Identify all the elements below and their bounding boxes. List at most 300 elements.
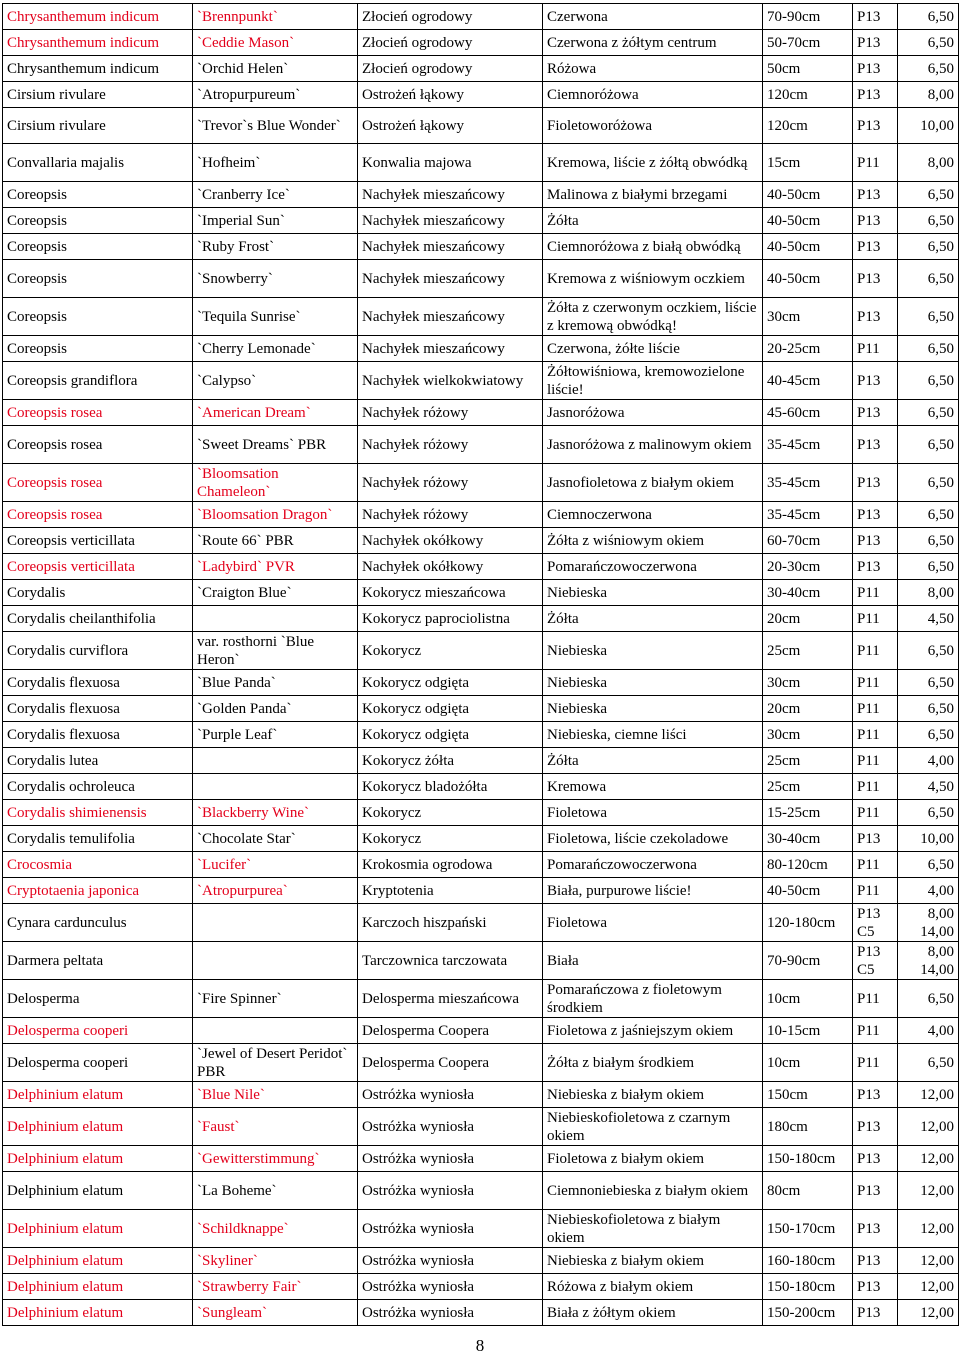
cell-cultivar: `Snowberry` <box>193 260 358 298</box>
cell-cultivar: `Atropurpureum` <box>193 82 358 108</box>
cell-polish-name: Ostróżka wyniosła <box>358 1274 543 1300</box>
cell-price: 6,50 <box>898 182 959 208</box>
cell-price: 8,00 14,00 <box>898 942 959 980</box>
cell-cultivar: `Faust` <box>193 1108 358 1146</box>
cell-cultivar: `Atropurpurea` <box>193 878 358 904</box>
cell-polish-name: Krokosmia ogrodowa <box>358 852 543 878</box>
cell-polish-name: Nachyłek mieszańcowy <box>358 336 543 362</box>
cell-pot-size: P13 <box>853 108 898 144</box>
cell-height: 80cm <box>763 1172 853 1210</box>
cell-flower-color: Żółta z białym środkiem <box>543 1044 763 1082</box>
cell-polish-name: Złocień ogrodowy <box>358 56 543 82</box>
cell-flower-color: Różowa z białym okiem <box>543 1274 763 1300</box>
cell-polish-name: Złocień ogrodowy <box>358 30 543 56</box>
cell-polish-name: Ostrożeń łąkowy <box>358 108 543 144</box>
cell-polish-name: Konwalia majowa <box>358 144 543 182</box>
cell-latin-name: Chrysanthemum indicum <box>3 4 193 30</box>
cell-height: 40-50cm <box>763 260 853 298</box>
table-row <box>3 30 959 56</box>
cell-flower-color: Niebieska <box>543 580 763 606</box>
cell-height: 25cm <box>763 748 853 774</box>
cell-price: 6,50 <box>898 722 959 748</box>
cell-pot-size: P13 <box>853 400 898 426</box>
cell-price: 6,50 <box>898 208 959 234</box>
cell-flower-color: Kremowa z wiśniowym oczkiem <box>543 260 763 298</box>
cell-height: 20cm <box>763 696 853 722</box>
cell-height: 10-15cm <box>763 1018 853 1044</box>
cell-latin-name: Delphinium elatum <box>3 1300 193 1326</box>
cell-cultivar: `Blue Nile` <box>193 1082 358 1108</box>
cell-cultivar: `Bloomsation Dragon` <box>193 502 358 528</box>
cell-price: 6,50 <box>898 362 959 400</box>
cell-flower-color: Niebieskofioletowa z białym okiem <box>543 1210 763 1248</box>
cell-pot-size: P13 <box>853 208 898 234</box>
cell-polish-name: Ostróżka wyniosła <box>358 1210 543 1248</box>
cell-height: 35-45cm <box>763 464 853 502</box>
cell-latin-name: Coreopsis <box>3 260 193 298</box>
cell-price: 8,00 <box>898 144 959 182</box>
cell-pot-size: P11 <box>853 696 898 722</box>
cell-polish-name: Ostróżka wyniosła <box>358 1248 543 1274</box>
cell-cultivar: `Craigton Blue` <box>193 580 358 606</box>
cell-height: 25cm <box>763 632 853 670</box>
cell-latin-name: Corydalis flexuosa <box>3 670 193 696</box>
cell-height: 20-25cm <box>763 336 853 362</box>
cell-latin-name: Delphinium elatum <box>3 1108 193 1146</box>
cell-price: 6,50 <box>898 234 959 260</box>
table-row <box>3 980 959 1018</box>
cell-height: 30cm <box>763 722 853 748</box>
cell-cultivar <box>193 606 358 632</box>
plant-price-table <box>2 3 959 1326</box>
cell-flower-color: Czerwona z żółtym centrum <box>543 30 763 56</box>
table-row <box>3 362 959 400</box>
cell-pot-size: P11 <box>853 980 898 1018</box>
cell-pot-size: P13 C5 <box>853 904 898 942</box>
cell-latin-name: Coreopsis verticillata <box>3 528 193 554</box>
cell-cultivar: `La Boheme` <box>193 1172 358 1210</box>
table-row <box>3 528 959 554</box>
table-row <box>3 942 959 980</box>
cell-flower-color: Fioletowa <box>543 800 763 826</box>
cell-price: 6,50 <box>898 670 959 696</box>
cell-cultivar: `Trevor`s Blue Wonder` <box>193 108 358 144</box>
cell-flower-color: Biała z żółtym okiem <box>543 1300 763 1326</box>
cell-pot-size: P11 <box>853 144 898 182</box>
cell-polish-name: Nachyłek różowy <box>358 400 543 426</box>
cell-flower-color: Niebieska z białym okiem <box>543 1082 763 1108</box>
cell-flower-color: Biała, purpurowe liście! <box>543 878 763 904</box>
cell-height: 70-90cm <box>763 4 853 30</box>
cell-pot-size: P11 <box>853 1044 898 1082</box>
table-row <box>3 1274 959 1300</box>
cell-height: 40-50cm <box>763 182 853 208</box>
cell-pot-size: P13 <box>853 30 898 56</box>
cell-flower-color: Niebieskofioletowa z czarnym okiem <box>543 1108 763 1146</box>
cell-price: 8,00 <box>898 82 959 108</box>
cell-flower-color: Ciemnoczerwona <box>543 502 763 528</box>
cell-flower-color: Pomarańczowoczerwona <box>543 554 763 580</box>
cell-cultivar: `Calypso` <box>193 362 358 400</box>
table-row <box>3 464 959 502</box>
table-row <box>3 502 959 528</box>
table-row <box>3 826 959 852</box>
table-row <box>3 878 959 904</box>
table-row <box>3 400 959 426</box>
cell-cultivar: `Golden Panda` <box>193 696 358 722</box>
cell-price: 10,00 <box>898 108 959 144</box>
table-row <box>3 632 959 670</box>
cell-polish-name: Złocień ogrodowy <box>358 4 543 30</box>
table-row <box>3 722 959 748</box>
cell-height: 70-90cm <box>763 942 853 980</box>
cell-latin-name: Corydalis flexuosa <box>3 722 193 748</box>
cell-polish-name: Kokorycz <box>358 800 543 826</box>
cell-price: 6,50 <box>898 298 959 336</box>
cell-price: 4,00 <box>898 1018 959 1044</box>
cell-polish-name: Delosperma Coopera <box>358 1018 543 1044</box>
cell-pot-size: P13 <box>853 826 898 852</box>
cell-polish-name: Nachyłek różowy <box>358 464 543 502</box>
cell-latin-name: Corydalis temulifolia <box>3 826 193 852</box>
cell-pot-size: P11 <box>853 632 898 670</box>
cell-price: 4,00 <box>898 878 959 904</box>
cell-polish-name: Nachyłek okółkowy <box>358 554 543 580</box>
cell-height: 15cm <box>763 144 853 182</box>
cell-flower-color: Żółta <box>543 748 763 774</box>
cell-latin-name: Coreopsis <box>3 298 193 336</box>
table-row <box>3 1082 959 1108</box>
cell-latin-name: Coreopsis <box>3 208 193 234</box>
cell-cultivar: `Gewitterstimmung` <box>193 1146 358 1172</box>
cell-latin-name: Coreopsis <box>3 182 193 208</box>
cell-pot-size: P13 <box>853 464 898 502</box>
cell-cultivar: `Brennpunkt` <box>193 4 358 30</box>
table-row <box>3 1300 959 1326</box>
cell-flower-color: Pomarańczowoczerwona <box>543 852 763 878</box>
cell-cultivar: `Tequila Sunrise` <box>193 298 358 336</box>
cell-polish-name: Kokorycz odgięta <box>358 670 543 696</box>
cell-flower-color: Kremowa <box>543 774 763 800</box>
cell-price: 6,50 <box>898 464 959 502</box>
table-row <box>3 234 959 260</box>
cell-polish-name: Delosperma mieszańcowa <box>358 980 543 1018</box>
cell-polish-name: Kryptotenia <box>358 878 543 904</box>
price-list-page <box>2 3 958 1326</box>
cell-height: 10cm <box>763 980 853 1018</box>
cell-polish-name: Kokorycz odgięta <box>358 722 543 748</box>
cell-polish-name: Kokorycz mieszańcowa <box>358 580 543 606</box>
cell-polish-name: Ostróżka wyniosła <box>358 1082 543 1108</box>
cell-flower-color: Ciemnoróżowa <box>543 82 763 108</box>
cell-cultivar: `Jewel of Desert Peridot` PBR <box>193 1044 358 1082</box>
cell-latin-name: Corydalis flexuosa <box>3 696 193 722</box>
table-row <box>3 904 959 942</box>
cell-pot-size: P11 <box>853 670 898 696</box>
cell-latin-name: Coreopsis <box>3 336 193 362</box>
cell-pot-size: P11 <box>853 748 898 774</box>
table-row <box>3 426 959 464</box>
cell-cultivar: `Schildknappe` <box>193 1210 358 1248</box>
cell-cultivar: `Skyliner` <box>193 1248 358 1274</box>
cell-height: 40-50cm <box>763 878 853 904</box>
table-row <box>3 774 959 800</box>
cell-pot-size: P13 <box>853 1172 898 1210</box>
cell-cultivar: `Ceddie Mason` <box>193 30 358 56</box>
cell-height: 40-50cm <box>763 234 853 260</box>
cell-pot-size: P13 <box>853 426 898 464</box>
cell-height: 60-70cm <box>763 528 853 554</box>
table-row <box>3 852 959 878</box>
cell-pot-size: P13 <box>853 298 898 336</box>
cell-polish-name: Ostróżka wyniosła <box>358 1146 543 1172</box>
cell-pot-size: P13 <box>853 4 898 30</box>
cell-pot-size: P13 <box>853 1146 898 1172</box>
cell-latin-name: Coreopsis grandiflora <box>3 362 193 400</box>
cell-pot-size: P13 <box>853 362 898 400</box>
table-row <box>3 1018 959 1044</box>
cell-latin-name: Delosperma cooperi <box>3 1044 193 1082</box>
cell-flower-color: Niebieska z białym okiem <box>543 1248 763 1274</box>
cell-cultivar: `Cranberry Ice` <box>193 182 358 208</box>
cell-cultivar: `Blue Panda` <box>193 670 358 696</box>
cell-price: 6,50 <box>898 800 959 826</box>
cell-latin-name: Delosperma cooperi <box>3 1018 193 1044</box>
cell-height: 40-50cm <box>763 208 853 234</box>
cell-pot-size: P11 <box>853 606 898 632</box>
cell-height: 150-180cm <box>763 1274 853 1300</box>
cell-cultivar: `Cherry Lemonade` <box>193 336 358 362</box>
cell-flower-color: Żółtowiśniowa, kremowozielone liście! <box>543 362 763 400</box>
page-number: 8 <box>475 1336 485 1355</box>
cell-polish-name: Nachyłek różowy <box>358 502 543 528</box>
cell-flower-color: Czerwona <box>543 4 763 30</box>
cell-polish-name: Kokorycz odgięta <box>358 696 543 722</box>
table-row <box>3 580 959 606</box>
cell-pot-size: P13 <box>853 56 898 82</box>
table-row <box>3 1108 959 1146</box>
cell-latin-name: Cirsium rivulare <box>3 108 193 144</box>
cell-pot-size: P13 <box>853 1082 898 1108</box>
table-row <box>3 4 959 30</box>
cell-pot-size: P13 <box>853 260 898 298</box>
cell-latin-name: Coreopsis rosea <box>3 426 193 464</box>
cell-flower-color: Biała <box>543 942 763 980</box>
table-row <box>3 554 959 580</box>
cell-flower-color: Żółta z czerwonym oczkiem, liście z kremową obwódką! <box>543 298 763 336</box>
cell-price: 6,50 <box>898 4 959 30</box>
cell-polish-name: Tarczownica tarczowata <box>358 942 543 980</box>
cell-pot-size: P13 <box>853 528 898 554</box>
cell-latin-name: Coreopsis rosea <box>3 502 193 528</box>
cell-height: 25cm <box>763 774 853 800</box>
table-row <box>3 82 959 108</box>
cell-pot-size: P13 <box>853 554 898 580</box>
cell-latin-name: Delphinium elatum <box>3 1082 193 1108</box>
cell-cultivar: `Strawberry Fair` <box>193 1274 358 1300</box>
cell-height: 80-120cm <box>763 852 853 878</box>
cell-price: 12,00 <box>898 1248 959 1274</box>
cell-pot-size: P11 <box>853 852 898 878</box>
cell-latin-name: Chrysanthemum indicum <box>3 56 193 82</box>
cell-height: 50-70cm <box>763 30 853 56</box>
table-row <box>3 800 959 826</box>
cell-price: 4,00 <box>898 748 959 774</box>
cell-polish-name: Karczoch hiszpański <box>358 904 543 942</box>
cell-latin-name: Cirsium rivulare <box>3 82 193 108</box>
cell-latin-name: Corydalis ochroleuca <box>3 774 193 800</box>
cell-latin-name: Coreopsis <box>3 234 193 260</box>
cell-price: 6,50 <box>898 260 959 298</box>
cell-height: 150cm <box>763 1082 853 1108</box>
cell-latin-name: Corydalis shimienensis <box>3 800 193 826</box>
cell-price: 6,50 <box>898 502 959 528</box>
cell-cultivar <box>193 1018 358 1044</box>
cell-cultivar: `Ruby Frost` <box>193 234 358 260</box>
cell-price: 12,00 <box>898 1108 959 1146</box>
cell-latin-name: Delosperma <box>3 980 193 1018</box>
cell-latin-name: Darmera peltata <box>3 942 193 980</box>
cell-pot-size: P13 <box>853 234 898 260</box>
table-row <box>3 298 959 336</box>
table-row <box>3 208 959 234</box>
cell-price: 6,50 <box>898 696 959 722</box>
cell-flower-color: Malinowa z białymi brzegami <box>543 182 763 208</box>
cell-pot-size: P13 <box>853 1210 898 1248</box>
cell-price: 12,00 <box>898 1082 959 1108</box>
table-row <box>3 182 959 208</box>
cell-polish-name: Ostrożeń łąkowy <box>358 82 543 108</box>
table-row <box>3 606 959 632</box>
cell-price: 12,00 <box>898 1300 959 1326</box>
cell-price: 6,50 <box>898 30 959 56</box>
cell-price: 6,50 <box>898 56 959 82</box>
cell-cultivar: `Lucifer` <box>193 852 358 878</box>
cell-cultivar <box>193 904 358 942</box>
cell-cultivar: `Sweet Dreams` PBR <box>193 426 358 464</box>
cell-pot-size: P13 <box>853 1248 898 1274</box>
cell-cultivar <box>193 774 358 800</box>
cell-pot-size: P13 <box>853 82 898 108</box>
cell-price: 6,50 <box>898 632 959 670</box>
cell-latin-name: Cynara cardunculus <box>3 904 193 942</box>
cell-latin-name: Delphinium elatum <box>3 1248 193 1274</box>
table-row <box>3 1172 959 1210</box>
cell-flower-color: Niebieska, ciemne liści <box>543 722 763 748</box>
cell-cultivar <box>193 748 358 774</box>
cell-price: 8,00 <box>898 580 959 606</box>
cell-price: 6,50 <box>898 554 959 580</box>
cell-flower-color: Żółta z wiśniowym okiem <box>543 528 763 554</box>
cell-polish-name: Ostróżka wyniosła <box>358 1300 543 1326</box>
cell-height: 120cm <box>763 108 853 144</box>
cell-pot-size: P13 C5 <box>853 942 898 980</box>
cell-flower-color: Kremowa, liście z żółtą obwódką <box>543 144 763 182</box>
cell-flower-color: Fioletowa z białym okiem <box>543 1146 763 1172</box>
cell-latin-name: Delphinium elatum <box>3 1172 193 1210</box>
cell-flower-color: Żółta <box>543 606 763 632</box>
cell-pot-size: P13 <box>853 182 898 208</box>
cell-height: 15-25cm <box>763 800 853 826</box>
cell-height: 10cm <box>763 1044 853 1082</box>
table-row <box>3 748 959 774</box>
cell-price: 6,50 <box>898 400 959 426</box>
cell-height: 150-180cm <box>763 1146 853 1172</box>
cell-price: 12,00 <box>898 1274 959 1300</box>
cell-flower-color: Fioletowa <box>543 904 763 942</box>
cell-polish-name: Nachyłek wielkokwiatowy <box>358 362 543 400</box>
cell-latin-name: Chrysanthemum indicum <box>3 30 193 56</box>
cell-polish-name: Kokorycz <box>358 632 543 670</box>
cell-price: 8,00 14,00 <box>898 904 959 942</box>
cell-height: 35-45cm <box>763 426 853 464</box>
cell-polish-name: Kokorycz <box>358 826 543 852</box>
cell-flower-color: Ciemnoróżowa z białą obwódką <box>543 234 763 260</box>
cell-cultivar: `Ladybird` PVR <box>193 554 358 580</box>
plant-rows <box>3 4 959 1326</box>
cell-price: 4,50 <box>898 774 959 800</box>
cell-pot-size: P11 <box>853 1018 898 1044</box>
cell-flower-color: Jasnofioletowa z białym okiem <box>543 464 763 502</box>
table-row <box>3 260 959 298</box>
cell-price: 6,50 <box>898 1044 959 1082</box>
table-row <box>3 1210 959 1248</box>
cell-height: 30cm <box>763 298 853 336</box>
cell-height: 150-170cm <box>763 1210 853 1248</box>
cell-height: 150-200cm <box>763 1300 853 1326</box>
cell-height: 30-40cm <box>763 826 853 852</box>
cell-flower-color: Niebieska <box>543 670 763 696</box>
cell-pot-size: P11 <box>853 336 898 362</box>
cell-cultivar: `Sungleam` <box>193 1300 358 1326</box>
table-row <box>3 1146 959 1172</box>
table-row <box>3 56 959 82</box>
cell-cultivar: `Orchid Helen` <box>193 56 358 82</box>
cell-latin-name: Corydalis curviflora <box>3 632 193 670</box>
cell-pot-size: P11 <box>853 580 898 606</box>
table-row <box>3 108 959 144</box>
cell-pot-size: P13 <box>853 1108 898 1146</box>
cell-cultivar: `American Dream` <box>193 400 358 426</box>
cell-price: 12,00 <box>898 1146 959 1172</box>
cell-latin-name: Corydalis cheilanthifolia <box>3 606 193 632</box>
cell-polish-name: Delosperma Coopera <box>358 1044 543 1082</box>
table-row <box>3 1044 959 1082</box>
cell-cultivar: `Fire Spinner` <box>193 980 358 1018</box>
cell-price: 4,50 <box>898 606 959 632</box>
cell-price: 6,50 <box>898 852 959 878</box>
cell-cultivar: `Route 66` PBR <box>193 528 358 554</box>
cell-cultivar: `Blackberry Wine` <box>193 800 358 826</box>
cell-latin-name: Delphinium elatum <box>3 1146 193 1172</box>
cell-cultivar: var. rosthorni `Blue Heron` <box>193 632 358 670</box>
cell-latin-name: Corydalis lutea <box>3 748 193 774</box>
cell-flower-color: Fioletowa, liście czekoladowe <box>543 826 763 852</box>
cell-polish-name: Nachyłek mieszańcowy <box>358 260 543 298</box>
cell-price: 12,00 <box>898 1172 959 1210</box>
cell-height: 120cm <box>763 82 853 108</box>
cell-price: 6,50 <box>898 336 959 362</box>
cell-pot-size: P11 <box>853 878 898 904</box>
cell-height: 30cm <box>763 670 853 696</box>
cell-price: 6,50 <box>898 528 959 554</box>
cell-cultivar: `Bloomsation Chameleon` <box>193 464 358 502</box>
cell-polish-name: Nachyłek mieszańcowy <box>358 182 543 208</box>
cell-height: 120-180cm <box>763 904 853 942</box>
cell-flower-color: Niebieska <box>543 696 763 722</box>
cell-flower-color: Fioletoworóżowa <box>543 108 763 144</box>
cell-height: 30-40cm <box>763 580 853 606</box>
